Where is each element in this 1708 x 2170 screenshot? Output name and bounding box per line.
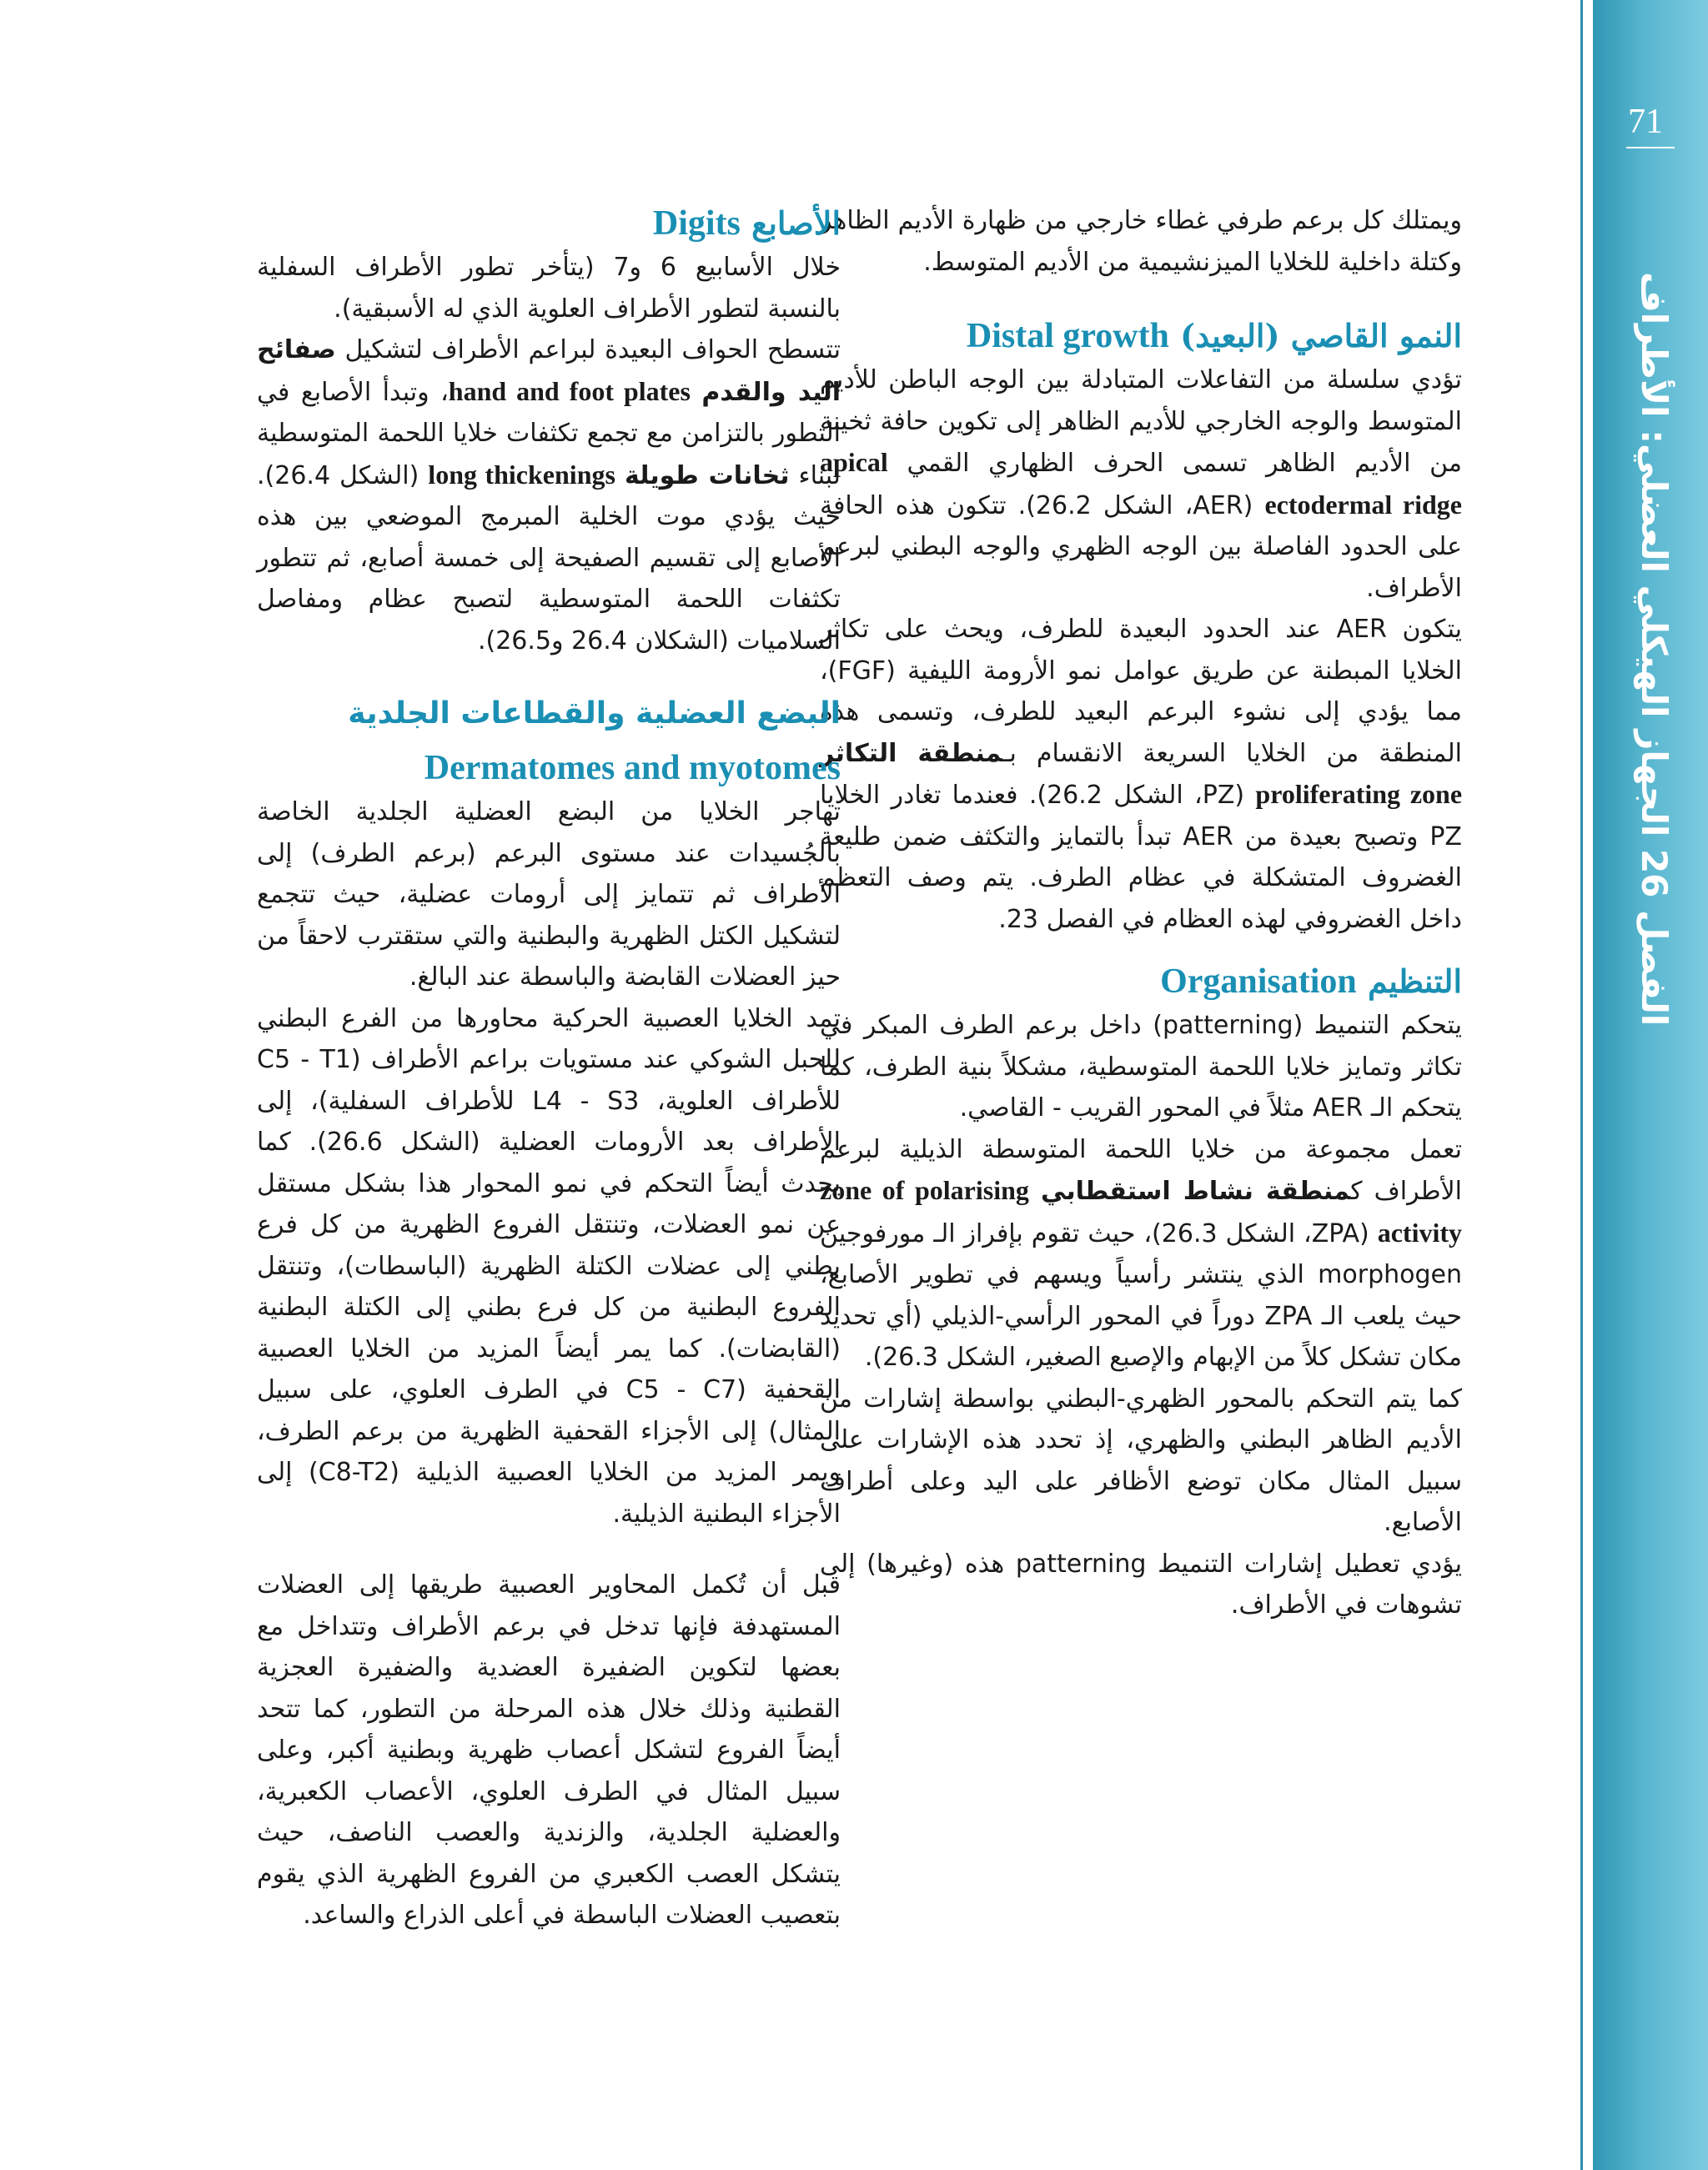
heading-ar: النمو القاصي (البعيد)	[1180, 317, 1462, 354]
distal-paragraph-1	[820, 359, 1462, 609]
text: (الشكل 26.4). حيث يؤدي موت الخلية المبرمج الموضعي بين هذه الأصابع إلى تقسيم الصفيحة إلى خمسة أصابع، ثم تتطور تكثفات اللحمة المتوسطية لتصبح عظام ومفاصل السلاميات (الشكلان 26.4 و26.5).	[257, 460, 841, 656]
heading-en: Distal growth	[966, 317, 1169, 355]
side-divider-line	[1580, 0, 1583, 2170]
term-en: long thickenings	[428, 459, 615, 490]
term-en: proliferating zone	[1255, 779, 1463, 809]
organisation-paragraph-4: يؤدي تعطيل إشارات التنميط patterning هذه (وغيرها) إلى تشوهات في الأطراف.	[820, 1549, 1462, 1620]
text: تتسطح الحواف البعيدة لبراعم الأطراف لتشكيل	[335, 335, 841, 364]
heading-en: Digits	[652, 204, 741, 243]
heading-en: Organisation	[1160, 962, 1357, 1001]
organisation-heading	[820, 958, 1462, 1005]
text: تعمل مجموعة من خلايا اللحمة المتوسطة الذيلية لبرعم الأطراف ك	[820, 1134, 1462, 1206]
dermatomes-heading-ar: البضع العضلية والقطاعات الجلدية	[348, 696, 841, 731]
organisation-paragraph-2	[820, 1129, 1462, 1379]
digits-paragraph-1: خلال الأسابيع 6 و7 (يتأخر تطور الأطراف السفلية بالنسبة لتطور الأطراف العلوية الذي له الأسبقية).	[257, 253, 841, 324]
organisation-paragraph-3: كما يتم التحكم بالمحور الظهري-البطني بواسطة إشارات من الأديم الظاهر البطني والظهري، إذ تحدد هذه الإشارات على سبيل المثال مكان توضع الأظافر على اليد وعلى أطراف الأصابع.	[820, 1384, 1462, 1537]
text: (AER، الشكل 26.2). تتكون هذه الحافة على الحدود الفاصلة بين الوجه الظهري والوجه البطني لبرعم الأطراف.	[820, 490, 1462, 603]
term-ar: صفائح اليد والقدم	[257, 335, 841, 407]
organisation-paragraph-1: يتحكم التنميط (patterning) داخل برعم الطرف المبكر في تكاثر وتمايز خلايا اللحمة المتوسطية، مشكلاً بنية الطرف، كما يتحكم الـ AER مثلاً في المحور القريب - القاصي.	[820, 1011, 1463, 1123]
dermatomes-heading-en: Dermatomes and myotomes	[424, 749, 841, 787]
left-column	[257, 200, 841, 1936]
text: (ZPA، الشكل 26.3)، حيث تقوم بإفراز الـ مورفوجين morphogen الذي ينتشر رأسياً ويسهم في تطوير الأصابع، حيث يلعب الـ ZPA دوراً في المحور الرأسي-الذيلي (أي تحديد مكان تشكل كلاً من الإبهام والإصبع الصغير، الشكل 26.3).	[820, 1218, 1463, 1372]
heading-ar: الأصابع	[751, 204, 841, 242]
chapter-title: الفصل 26 الجهاز الهيكلي العضلي: الأطراف	[1634, 271, 1675, 1026]
distal-paragraph-2	[820, 609, 1462, 940]
text: (PZ، الشكل 26.2). فعندما تغادر الخلايا PZ وتصبح بعيدة من AER تبدأ بالتمايز والتكثف ضمن طليعة الغضروف المتشكلة في عظام الطرف. يتم وصف التعظم داخل الغضروفي لهذه العظام في الفصل 23.	[820, 781, 1462, 934]
digits-paragraph-2	[257, 329, 841, 661]
term-en: apical ectodermal ridge	[820, 447, 1463, 520]
right-column	[820, 200, 1462, 1626]
term-ar: منطقة نشاط استقطابي	[1040, 1177, 1351, 1206]
text: ، وتبدأ الأصابع في التطور بالتزامن مع تجمع تكثفات خلايا اللحمة المتوسطية لبناء	[257, 377, 841, 490]
term-en: hand and foot plates	[448, 375, 691, 406]
dermatomes-paragraph-1: تهاجر الخلايا من البضع العضلية الجلدية الخاصة بالجُسيدات عند مستوى البرعم (برعم الطرف) إلى الأطراف ثم تتمايز إلى أرومات عضلية، حيث تتجمع لتشكيل الكتل الظهرية والبطنية والتي ستقترب لاحقاً من حيز العضلات القابضة والباسطة عند البالغ.	[257, 797, 841, 992]
term-ar: منطقة التكاثر	[820, 738, 1002, 768]
text: تؤدي سلسلة من التفاعلات المتبادلة بين الوجه الباطن للأديم المتوسط والوجه الخارجي للأديم الظاهر إلى تكوين حافة ثخينة من الأديم الظاهر تسمى الحرف الظهاري القمي	[820, 365, 1462, 478]
page-number: 71	[1628, 103, 1663, 141]
text: يتكون AER عند الحدود البعيدة للطرف، ويحث على تكاثر الخلايا المبطنة عن طريق عوامل نمو الأرومة الليفية (FGF)، مما يؤدي إلى نشوء البرعم البعيد للطرف، وتسمى هذه المنطقة من الخلايا السريعة الانقسام بـ	[820, 615, 1462, 768]
digits-heading	[257, 200, 841, 247]
dermatomes-paragraph-2: تمد الخلايا العصبية الحركية محاورها من الفرع البطني للحبل الشوكي عند مستويات براعم الأطراف (C5 - T1 للأطراف العلوية، L4 - S3 للأطراف السفلية)، إلى الأطراف بعد الأرومات العضلية (الشكل 26.6). كما يحدث أيضاً التحكم في نمو المحوار هذا بشكل مستقل عن نمو العضلات، وتنتقل الفروع الظهرية من كل فرع بطني إلى عضلات الكتلة الظهرية (الباسطات)، وتنتقل الفروع البطنية من كل فرع بطني إلى الكتلة البطنية (القابضات). كما يمر أيضاً المزيد من الخلايا العصبية القحفية (C5 - C7 في الطرف العلوي، على سبيل المثال) إلى الأجزاء القحفية الظهرية من برعم الطرف، ويمر المزيد من الخلايا العصبية الذيلية (C8-T2) إلى الأجزاء البطنية الذيلية.	[257, 1003, 841, 1529]
term-ar: ثخانات طويلة	[624, 460, 790, 490]
distal-growth-heading	[820, 313, 1462, 359]
dermatomes-paragraph-3: قبل أن تُكمل المحاوير العصبية طريقها إلى العضلات المستهدفة فإنها تدخل في برعم الأطراف وتتداخل مع بعضها لتكوين الضفيرة العضدية والضفيرة العجزية القطنية وذلك خلال هذه المرحلة من التطور، كما تتحد أيضاً الفروع لتشكل أعصاب ظهرية وبطنية أكبر، وعلى سبيل المثال في الطرف العلوي، الأعصاب الكعبرية، والعضلية الجلدية، والزندية والعصب الناصف، حيث يتشكل العصب الكعبري من الفروع الظهرية الذي يقوم بتعصيب العضلات الباسطة في أعلى الذراع والساعد.	[257, 1570, 841, 1930]
page-number-rule	[1626, 147, 1675, 148]
intro-paragraph: ويمتلك كل برعم طرفي غطاء خارجي من ظهارة الأديم الظاهر وكتلة داخلية للخلايا الميزنشيمية من الأديم المتوسط.	[820, 206, 1462, 277]
term-en: zone of polarising activity	[820, 1175, 1462, 1248]
heading-ar: التنظيم	[1368, 962, 1462, 1000]
